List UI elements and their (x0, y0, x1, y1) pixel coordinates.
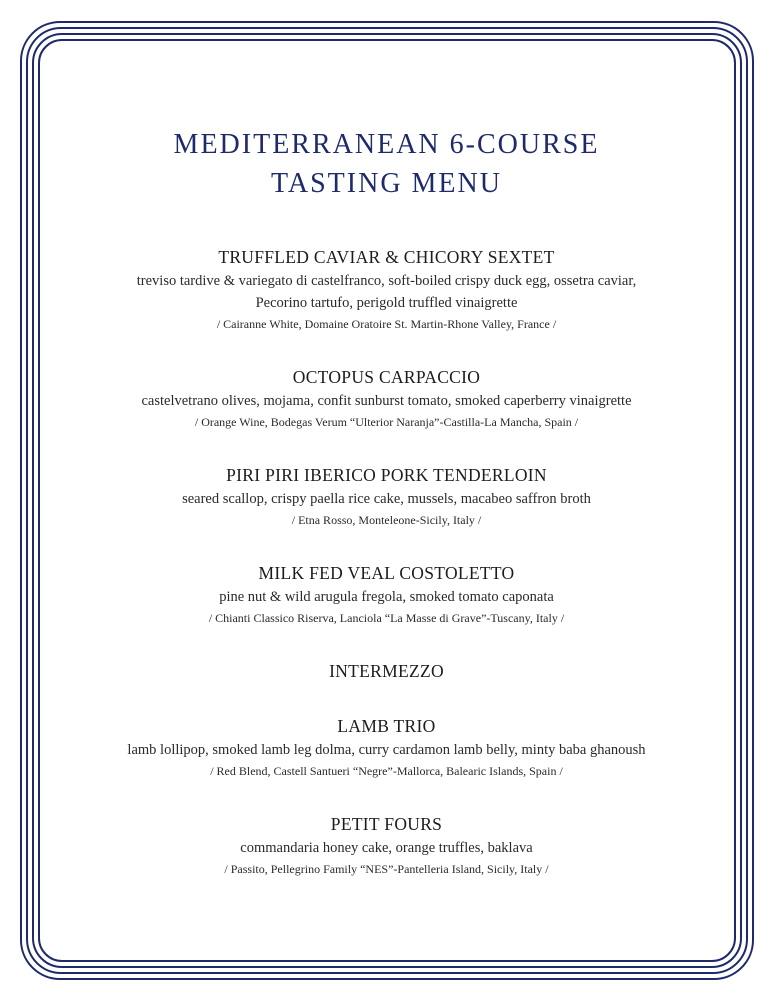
course-wine-pairing: / Etna Rosso, Monteleone-Sicily, Italy / (291, 513, 482, 527)
course-name: PETIT FOURS (330, 814, 443, 834)
course-wine-pairing: / Passito, Pellegrino Family “NES”-Pantelleria Island, Sicily, Italy / (224, 862, 549, 876)
course-description: seared scallop, crispy paella rice cake, mussels, macabeo saffron broth (182, 491, 591, 507)
menu-title (60, 125, 713, 203)
course-name: LAMB TRIO (337, 716, 436, 736)
course-wine-pairing: / Orange Wine, Bodegas Verum “Ulterior Naranja”-Castilla-La Mancha, Spain / (194, 415, 579, 429)
course-name: MILK FED VEAL COSTOLETTO (258, 563, 515, 583)
course-description: treviso tardive & variegato di castelfranco, soft-boiled crispy duck egg, ossetra caviar, (136, 273, 637, 289)
course-intermezzo (60, 658, 713, 684)
course-wine-pairing: / Chianti Classico Riserva, Lanciola “La Masse di Grave”-Tuscany, Italy / (208, 611, 565, 625)
course-description: lamb lollipop, smoked lamb leg dolma, curry cardamon lamb belly, minty baba ghanoush (127, 742, 646, 758)
menu-title-line-1: MEDITERRANEAN 6-COURSE (173, 129, 600, 160)
menu-content (60, 125, 713, 879)
course-veal-costoletto (60, 560, 713, 628)
course-truffled-caviar (60, 244, 713, 334)
course-petit-fours (60, 811, 713, 879)
menu-title-line-2: TASTING MENU (271, 168, 502, 199)
course-octopus-carpaccio (60, 364, 713, 432)
course-lamb-trio (60, 713, 713, 781)
course-name: TRUFFLED CAVIAR & CHICORY SEXTET (218, 247, 555, 267)
course-name: INTERMEZZO (329, 661, 444, 681)
course-description: pine nut & wild arugula fregola, smoked tomato caponata (219, 589, 554, 605)
course-name: PIRI PIRI IBERICO PORK TENDERLOIN (226, 465, 547, 485)
course-piri-piri-pork (60, 462, 713, 530)
course-name: OCTOPUS CARPACCIO (292, 367, 481, 387)
course-wine-pairing: / Red Blend, Castell Santueri “Negre”-Mallorca, Balearic Islands, Spain / (210, 764, 563, 778)
course-wine-pairing: / Cairanne White, Domaine Oratoire St. Martin-Rhone Valley, France / (216, 317, 557, 331)
course-description: Pecorino tartufo, perigold truffled vinaigrette (255, 295, 518, 311)
course-description: commandaria honey cake, orange truffles, baklava (240, 840, 533, 856)
course-description: castelvetrano olives, mojama, confit sunburst tomato, smoked caperberry vinaigrette (141, 393, 632, 409)
